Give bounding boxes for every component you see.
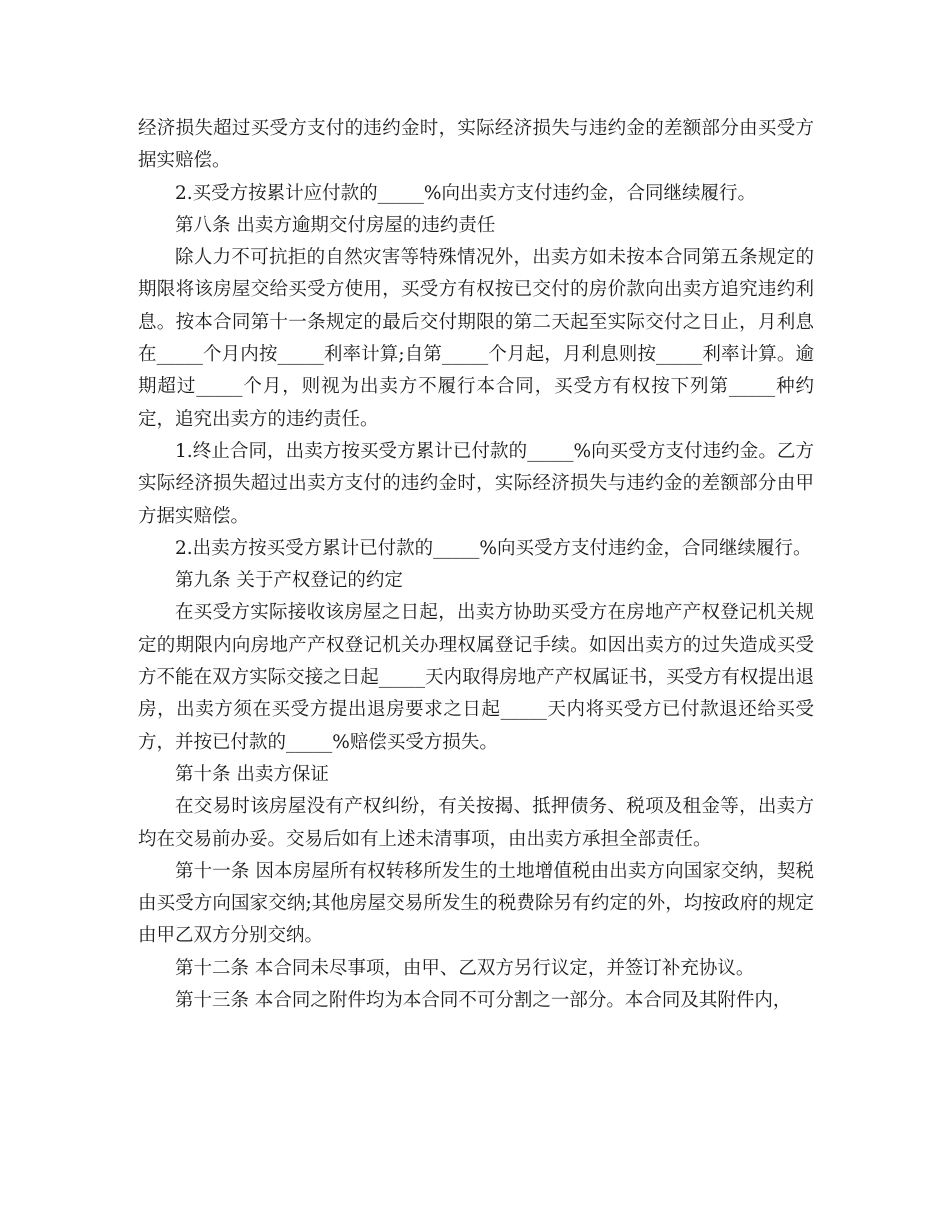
paragraph: 经济损失超过买受方支付的违约金时，实际经济损失与违约金的差额部分由买受方据实赔偿。 (138, 118, 814, 172)
paragraph: 2.买受方按累计应付款的_____%向出卖方支付违约金，合同继续履行。 (175, 182, 756, 204)
section-heading: 第十条 出卖方保证 (175, 763, 329, 785)
paragraph: 2.出卖方按买受方累计已付款的_____%向买受方支付违约金，合同继续履行。 (175, 537, 812, 559)
paragraph: 在交易时该房屋没有产权纠纷，有关按揭、抵押债务、税项及租金等，出卖方均在交易前办妥。交易后如有上述未清事项，由出卖方承担全部责任。 (138, 796, 814, 850)
paragraph: 1.终止合同，出卖方按买受方累计已付款的_____%向买受方支付违约金。乙方实际经济损失超过出卖方支付的违约金时，实际经济损失与违约金的差额部分由甲方据实赔偿。 (138, 440, 814, 527)
paragraph: 在买受方实际接收该房屋之日起，出卖方协助买受方在房地产产权登记机关规定的期限内向房地产产权登记机关办理权属登记手续。如因出卖方的过失造成买受方不能在双方实际交接之日起_____天内取得房地产产权属证书，买受方有权提出退房，出卖方须在买受方提出退房要求之日起_____天内将买受方已付款退还给买受方，并按已付款的_____%赔偿买受方损失。 (138, 602, 814, 753)
document-body (138, 113, 814, 1017)
section-heading: 第九条 关于产权登记的约定 (175, 570, 403, 592)
section-heading: 第八条 出卖方逾期交付房屋的违约责任 (175, 214, 496, 236)
paragraph: 第十三条 本合同之附件均为本合同不可分割之一部分。本合同及其附件内， (175, 990, 792, 1012)
paragraph: 第十二条 本合同未尽事项，由甲、乙双方另行议定，并签订补充协议。 (175, 957, 755, 979)
paragraph: 除人力不可抗拒的自然灾害等特殊情况外，出卖方如未按本合同第五条规定的期限将该房屋交给买受方使用，买受方有权按已交付的房价款向出卖方追究违约利息。按本合同第十一条规定的最后交付期限的第二天起至实际交付之日止，月利息在_____个月内按_____利率计算;自第_____个月起，月利息则按_____利率计算。逾期超过_____个月，则视为出卖方不履行本合同，买受方有权按下列第_____种约定，追究出卖方的违约责任。 (138, 247, 814, 430)
paragraph: 第十一条 因本房屋所有权转移所发生的土地增值税由出卖方向国家交纳，契税由买受方向国家交纳;其他房屋交易所发生的税费除另有约定的外，均按政府的规定由甲乙双方分别交纳。 (138, 860, 814, 947)
